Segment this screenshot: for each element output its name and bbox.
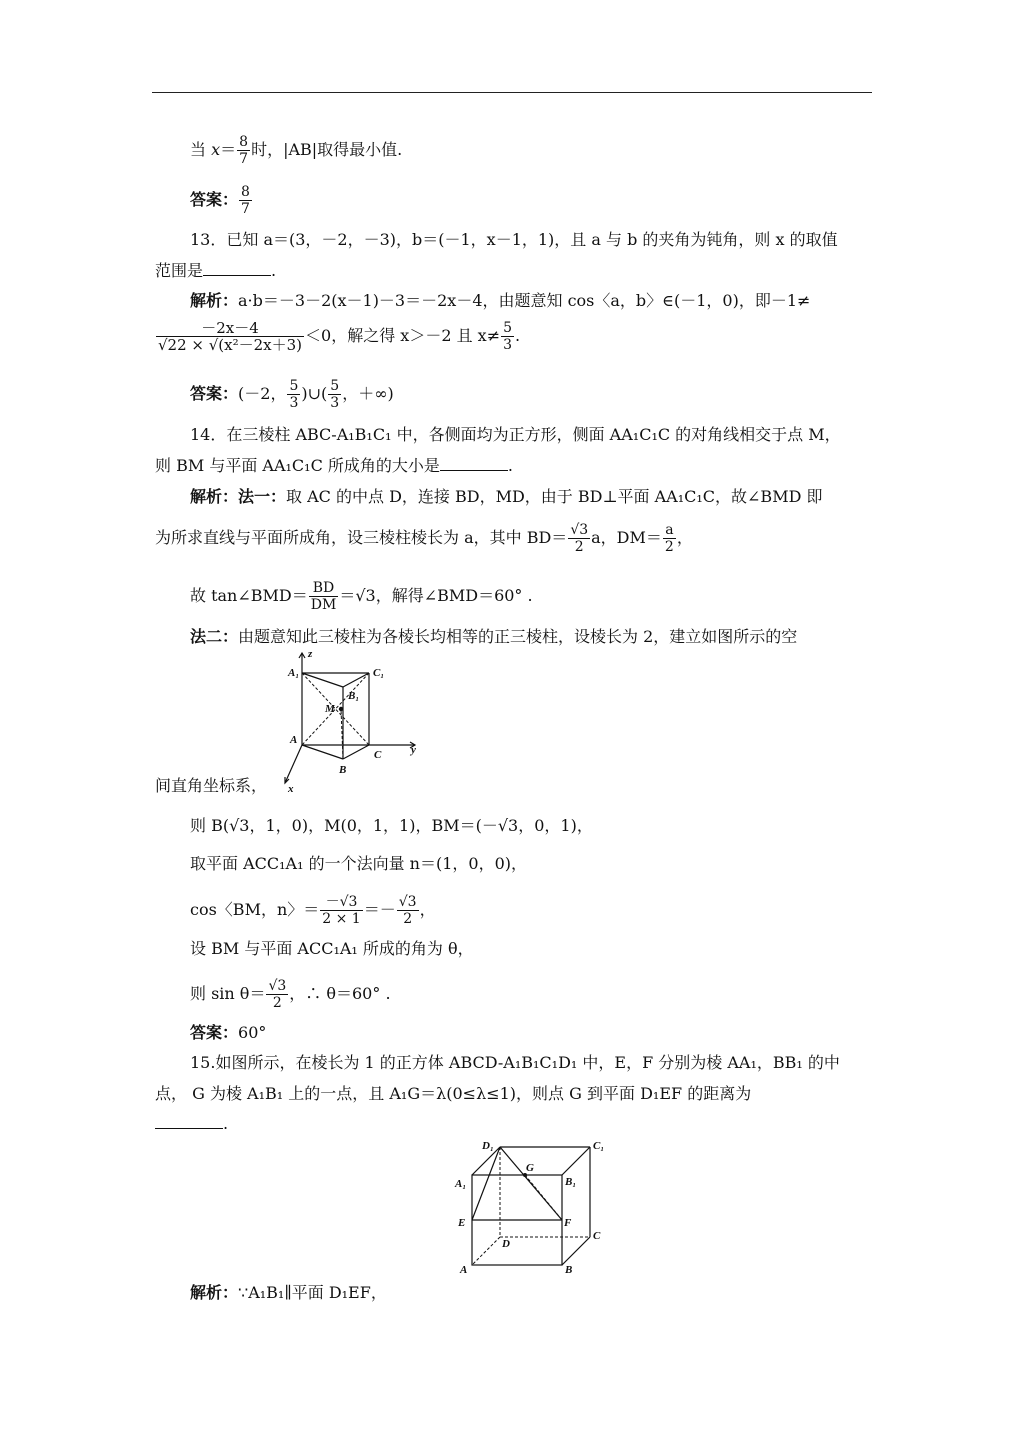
text-line: 当 x＝ $\frac{8}{7}$ 时，|AB|取得最小值. <box>190 134 403 167</box>
question-13-line2: 范围是 . <box>155 261 277 280</box>
fig-label-A1: A₁ <box>455 1178 467 1190</box>
fig-label-D: D <box>502 1238 510 1250</box>
fig-label-B: B <box>565 1264 573 1275</box>
solution-14-coords: 则 B(√3，1，0)，M(0，1，1)，BM＝(－√3，0，1)， <box>190 816 593 835</box>
fig-label-D1: D₁ <box>482 1140 494 1152</box>
fraction: $\frac{BD}{DM}$ <box>310 580 337 613</box>
question-15-line1: 15.如图所示，在棱长为 1 的正方体 ABCD-A₁B₁C₁D₁ 中，E，F 分别为棱 AA₁，BB₁ 的中 <box>190 1053 840 1072</box>
question-15-line2: 点， G 为棱 A₁B₁ 上的一点，且 A₁G＝λ(0≤λ≤1)，则点 G 到平面 D₁EF 的距离为 <box>155 1084 752 1103</box>
triangular-prism-figure <box>275 645 435 795</box>
fig-label-M: M <box>325 703 335 715</box>
solution-15-line1: 解析：∵A₁B₁∥平面 D₁EF， <box>190 1283 387 1302</box>
solution-14-method1-line1: 解析：法一：取 AC 的中点 D，连接 BD，MD，由于 BD⊥平面 AA₁C₁C，故∠BMD 即 <box>190 487 823 506</box>
question-14-line1: 14．在三棱柱 ABC-A₁B₁C₁ 中，各侧面均为正方形，侧面 AA₁C₁C 的对角线相交于点 M， <box>190 425 841 444</box>
solution-14-cos: cos〈BM，n〉＝ $\frac{-√3}{2 \times 1}$ ＝－ $\frac{√3}{2}$ ， <box>190 894 436 927</box>
fig-label-B1: B₁ <box>565 1176 577 1188</box>
fraction: $\frac{√3}{2}$ <box>398 894 417 927</box>
header-rule <box>152 92 872 93</box>
question-15-line3: . <box>155 1113 228 1135</box>
fig-label-C: C <box>593 1230 601 1242</box>
fraction: $\frac{5}{3}$ <box>289 378 299 411</box>
fig-label-z: z <box>308 648 313 660</box>
solution-13-line1: 解析：a·b＝－3－2(x－1)－3＝－2x－4，由题意知 cos〈a，b〉∈(－1，0)，即－1≠ <box>190 291 811 310</box>
question-13-line1: 13．已知 a＝(3，－2，－3)，b＝(－1，x－1，1)，且 a 与 b 的夹角为钝角，则 x 的取值 <box>190 230 838 249</box>
solution-14-method1-line3: 故 tan∠BMD＝ $\frac{BD}{DM}$ ＝√3，解得∠BMD＝60° . <box>190 580 533 613</box>
fig-label-C1: C₁ <box>593 1140 605 1152</box>
answer-13: 答案：(－2， $\frac{5}{3}$ )∪( $\frac{5}{3}$ ，＋∞) <box>190 378 394 411</box>
fig-label-G: G <box>526 1162 534 1174</box>
fraction: $\frac{5}{3}$ <box>503 320 513 353</box>
fig-label-B: B <box>339 764 347 776</box>
fig-label-F: F <box>564 1217 572 1229</box>
solution-14-method2-line2: 间直角坐标系， <box>155 776 268 795</box>
fig-label-A: A <box>460 1264 468 1275</box>
fig-label-C1: C₁ <box>373 667 385 679</box>
fraction: $\frac{5}{3}$ <box>330 378 340 411</box>
fraction: $\frac{a}{2}$ <box>664 522 674 555</box>
fig-label-x: x <box>288 783 294 795</box>
answer-blank <box>203 261 271 276</box>
solution-14-method2-line1: 法二：由题意知此三棱柱为各棱长均相等的正三棱柱，设棱长为 2，建立如图所示的空 <box>190 627 798 646</box>
solution-13-line2: $\frac{-2x-4}{\text{√22 × √(x²－2x＋3)}}$ ＜0，解之得 x＞－2 且 x≠ $\frac{5}{3}$ . <box>158 319 521 354</box>
solution-14-method1-line2: 为所求直线与平面所成角，设三棱柱棱长为 a，其中 BD＝ $\frac{√3}{2}$ a，DM＝ $\frac{a}{2}$ ， <box>155 522 693 555</box>
question-14-line2: 则 BM 与平面 AA₁C₁C 所成角的大小是 . <box>155 456 514 475</box>
fraction: $\frac{-√3}{2 \times 1}$ <box>322 894 361 927</box>
answer-blank <box>440 456 508 471</box>
solution-14-normal: 取平面 ACC₁A₁ 的一个法向量 n＝(1，0，0)， <box>190 854 528 873</box>
fig-label-B1: B₁ <box>348 690 360 702</box>
answer-14: 答案：60° <box>190 1023 267 1042</box>
fig-label-E: E <box>458 1217 466 1229</box>
fig-label-y: y <box>411 744 416 756</box>
fraction: $\frac{√3}{2}$ <box>570 522 589 555</box>
fraction: $\frac{-2x-4}{\text{√22 × √(x²－2x＋3)}}$ <box>158 319 303 354</box>
fraction: $\frac{8}{7}$ <box>239 134 249 167</box>
fig-label-A: A <box>290 734 298 746</box>
fraction: $\frac{√3}{2}$ <box>268 978 287 1011</box>
fig-label-C: C <box>374 749 382 761</box>
answer-line: 答案： $\frac{8}{7}$ <box>190 184 250 217</box>
answer-blank <box>155 1114 223 1129</box>
solution-14-sin: 则 sin θ＝ $\frac{√3}{2}$ ，∴ θ＝60° . <box>190 978 391 1011</box>
fraction: $\frac{8}{7}$ <box>241 184 250 217</box>
cube-figure <box>450 1135 610 1275</box>
solution-14-angle: 设 BM 与平面 ACC₁A₁ 所成的角为 θ， <box>190 939 474 958</box>
fig-label-A1: A₁ <box>288 667 300 679</box>
